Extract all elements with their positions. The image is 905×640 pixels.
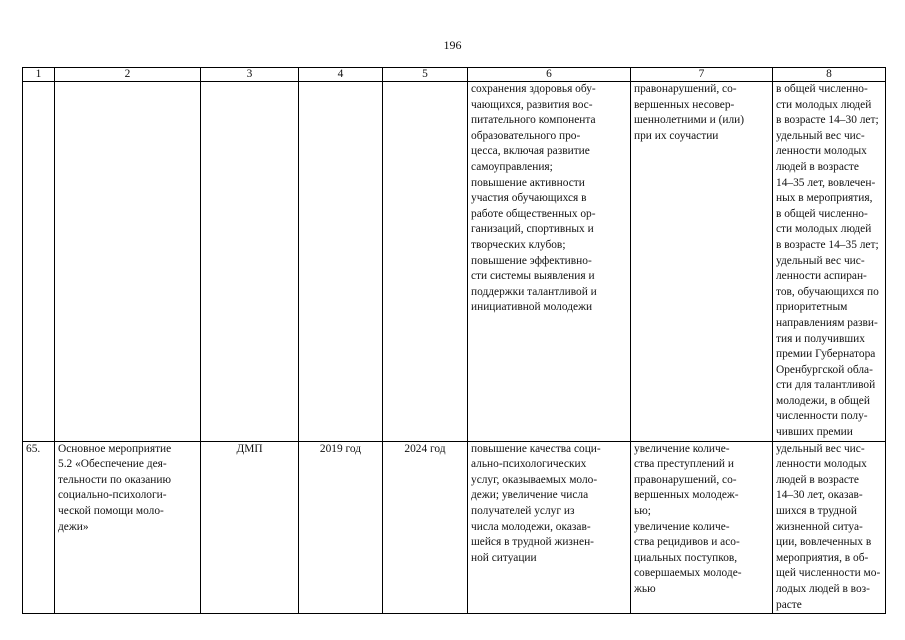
- expected-result-cell: сохранения здоровья обу- чающихся, развития вос- питательного компонента образовательного про- цесса, включая развитие самоуправления; повышение активности участия обучающихся в работе общественных ор- ганизаций, спортивных и творческих клубов; повышение эффективно- сти системы выявления и поддержки талантливой и инициативной молодежи: [468, 82, 631, 442]
- column-number-header-row: [23, 68, 886, 82]
- page-number: 196: [443, 38, 462, 52]
- start-year-cell: 2019 год: [299, 441, 383, 614]
- executor-cell: [201, 82, 299, 442]
- column-header: 6: [468, 68, 631, 82]
- column-header: 8: [773, 68, 886, 82]
- indicators-cell: в общей численно- сти молодых людей в возрасте 14–30 лет; удельный вес чис- ленности молодых людей в возрасте 14–35 лет, вовлечен- ных в мероприятия, в общей численно- сти молодых людей в возрасте 14–35 лет; удельный вес чис- ленности аспиран- тов, обучающихся по приоритетным направлениям разви- тия и получивших премии Губернатора Оренбургской обла- сти для талантливой молодежи, в общей численности полу- чивших премии: [773, 82, 886, 442]
- end-year-cell: 2024 год: [383, 441, 468, 614]
- row-number-cell: [23, 82, 55, 442]
- consequences-cell: правонарушений, со- вершенных несовер- шеннолетними и (или) при их соучастии: [631, 82, 773, 442]
- table-row: [23, 82, 886, 442]
- activity-name-cell: Основное мероприятие 5.2 «Обеспечение дея- тельности по оказанию социально-психологи- ческой помощи моло- дежи»: [55, 441, 201, 614]
- column-header: 4: [299, 68, 383, 82]
- executor-cell: ДМП: [201, 441, 299, 614]
- start-year-cell: [299, 82, 383, 442]
- column-header: 5: [383, 68, 468, 82]
- indicators-cell: удельный вес чис- ленности молодых людей в возрасте 14–30 лет, оказав- шихся в трудной жизненной ситуа- ции, вовлеченных в мероприятия, в об- щей численности мо- лодых людей в воз- расте: [773, 441, 886, 614]
- consequences-cell: увеличение количе- ства преступлений и правонарушений, со- вершенных молодеж- ью; увеличение количе- ства рецидивов и асо- циальных поступков, совершаемых молоде- жью: [631, 441, 773, 614]
- table-row: [23, 441, 886, 614]
- column-header: 2: [55, 68, 201, 82]
- column-header: 3: [201, 68, 299, 82]
- column-header: 1: [23, 68, 55, 82]
- end-year-cell: [383, 82, 468, 442]
- column-header: 7: [631, 68, 773, 82]
- program-activities-table: [22, 67, 886, 614]
- activity-name-cell: [55, 82, 201, 442]
- expected-result-cell: повышение качества соци- ально-психологических услуг, оказываемых моло- дежи; увеличение числа получателей услуг из числа молодежи, оказав- шейся в трудной жизнен- ной ситуации: [468, 441, 631, 614]
- row-number-cell: 65.: [23, 441, 55, 614]
